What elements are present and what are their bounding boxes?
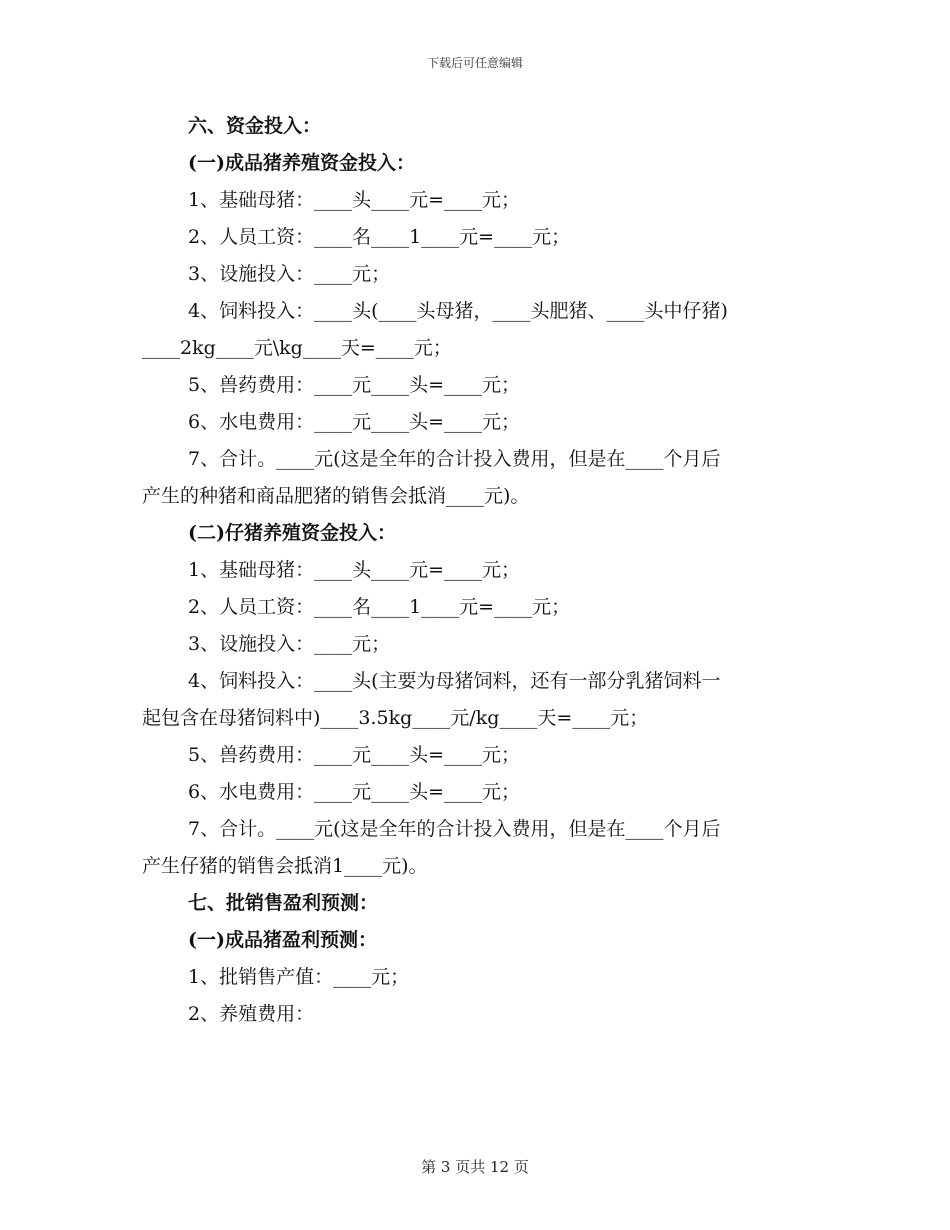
document-body	[142, 108, 810, 1033]
text-line: 1、基础母猪：____头____元=____元；	[188, 189, 521, 211]
text-line: 起包含在母猪饲料中)____3.5kg____元/kg____天=____元；	[142, 707, 649, 729]
text-line: 5、兽药费用：____元____头=____元；	[188, 374, 521, 396]
text-line: ____2kg____元\kg____天=____元；	[142, 337, 452, 359]
text-line: 产生仔猪的销售会抵消1____元)。	[142, 855, 428, 877]
text-line: 2、人员工资：____名____1____元=____元；	[188, 226, 571, 248]
section-heading: (二)仔猪养殖资金投入：	[188, 522, 396, 544]
text-line: 5、兽药费用：____元____头=____元；	[188, 744, 521, 766]
text-line: 3、设施投入：____元；	[188, 263, 391, 285]
section-heading: 六、资金投入：	[188, 115, 322, 137]
text-line: 2、人员工资：____名____1____元=____元；	[188, 596, 571, 618]
page-header: 下载后可任意编辑	[426, 56, 523, 70]
text-line: 1、批销售产值：____元；	[188, 966, 410, 988]
section-heading: 七、批销售盈利预测：	[188, 892, 379, 914]
text-line: 7、合计。____元(这是全年的合计投入费用，但是在____个月后	[188, 818, 721, 840]
page-footer: 第 3 页共 12 页	[421, 1158, 529, 1176]
text-line: 1、基础母猪：____头____元=____元；	[188, 559, 521, 581]
text-line: 4、饲料投入：____头(____头母猪，____头肥猪、____头中仔猪)	[188, 300, 728, 322]
text-line: 4、饲料投入：____头(主要为母猪饲料，还有一部分乳猪饲料一	[188, 670, 721, 692]
section-heading: (一)成品猪养殖资金投入：	[188, 152, 415, 174]
text-line: 3、设施投入：____元；	[188, 633, 391, 655]
section-heading: (一)成品猪盈利预测：	[188, 929, 377, 951]
text-line: 2、养殖费用：	[188, 1003, 315, 1025]
text-line: 7、合计。____元(这是全年的合计投入费用，但是在____个月后	[188, 448, 721, 470]
text-line: 6、水电费用：____元____头=____元；	[188, 411, 521, 433]
text-line: 6、水电费用：____元____头=____元；	[188, 781, 521, 803]
text-line: 产生的种猪和商品肥猪的销售会抵消____元)。	[142, 485, 530, 507]
